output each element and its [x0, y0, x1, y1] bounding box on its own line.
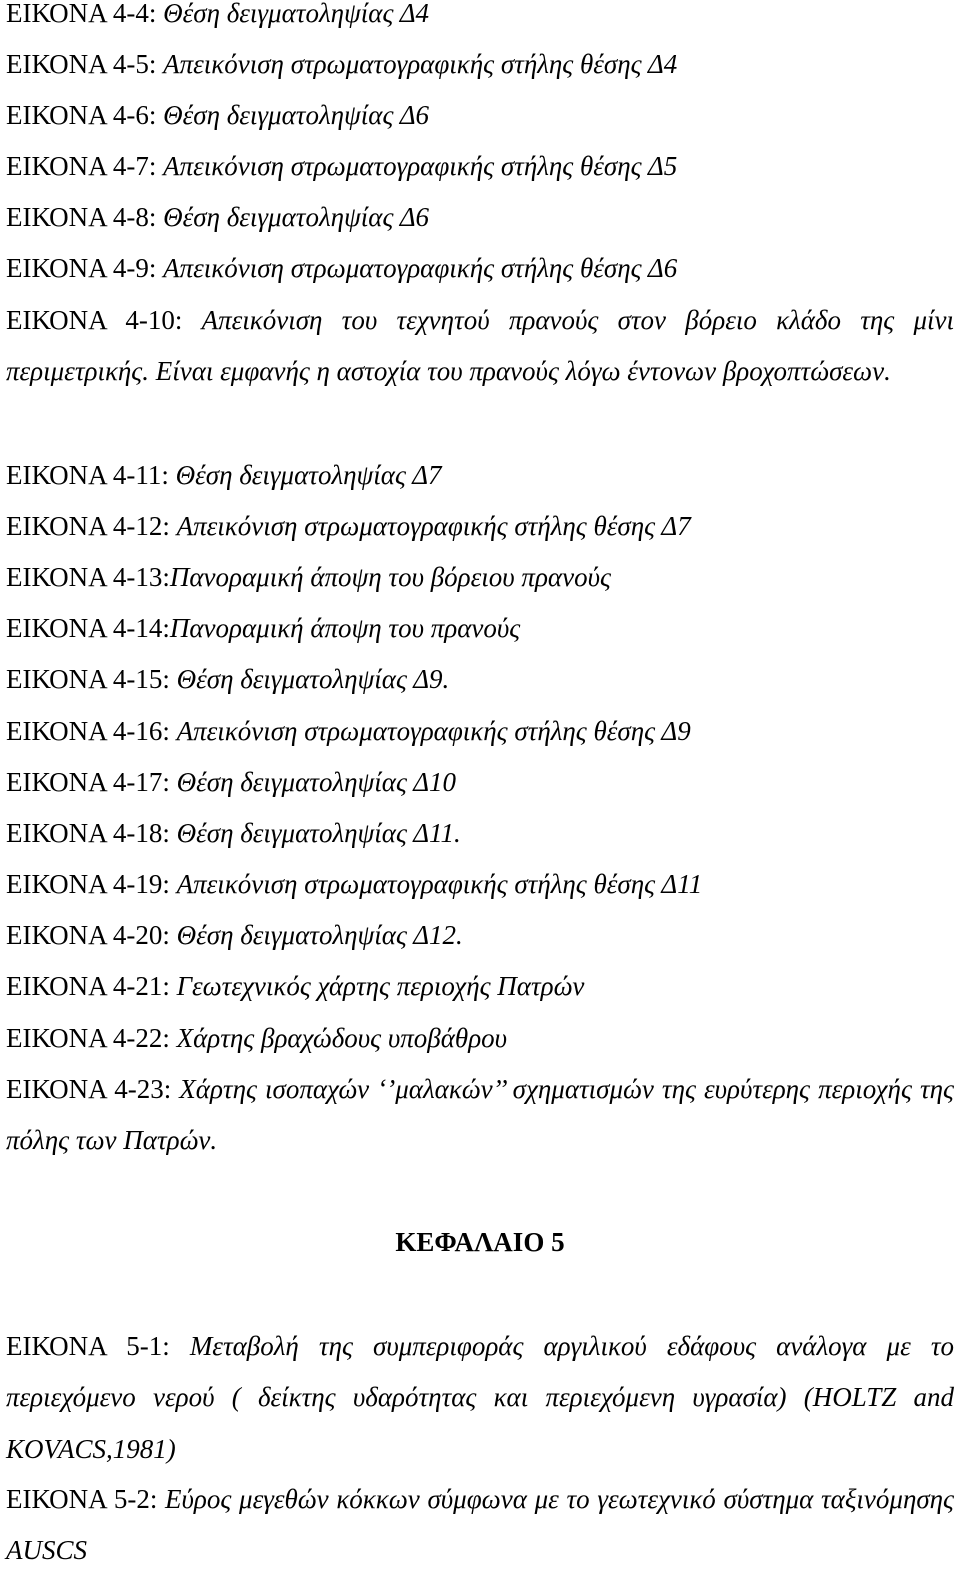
figure-caption: Θέση δειγματοληψίας Δ9. — [176, 664, 450, 694]
figure-label: ΕΙΚΟΝΑ 4-10: — [6, 305, 183, 335]
figure-caption: Θέση δειγματοληψίας Δ7 — [175, 460, 442, 490]
figure-label: ΕΙΚΟΝΑ 4-8: — [6, 202, 157, 232]
figure-caption: Απεικόνιση στρωματογραφικής στήλης θέσης Δ4 — [163, 49, 678, 79]
figure-entry-4-23 — [6, 1064, 954, 1167]
figure-entry-4-5 — [6, 39, 954, 90]
figure-label: ΕΙΚΟΝΑ 4-22: — [6, 1023, 170, 1053]
figure-label: ΕΙΚΟΝΑ 4-9: — [6, 253, 157, 283]
figure-label: ΕΙΚΟΝΑ 5-2: — [6, 1484, 158, 1514]
figure-caption: Απεικόνιση στρωματογραφικής στήλης θέσης Δ6 — [163, 253, 678, 283]
figure-caption: Γεωτεχνικός χάρτης περιοχής Πατρών — [176, 971, 585, 1001]
figure-label: ΕΙΚΟΝΑ 5-1: — [6, 1331, 170, 1361]
figure-caption: Χάρτης ισοπαχών ‘’μαλακών’’ σχηματισμών της ευρύτερης περιοχής της πόλης των Πατρών. — [6, 1074, 955, 1156]
figure-label: ΕΙΚΟΝΑ 4-12: — [6, 511, 170, 541]
figure-label: ΕΙΚΟΝΑ 4-21: — [6, 971, 170, 1001]
figure-label: ΕΙΚΟΝΑ 4-14: — [6, 613, 170, 643]
figure-entry-4-4 — [6, 0, 954, 39]
figure-caption: Θέση δειγματοληψίας Δ6 — [163, 100, 430, 130]
figure-caption: Απεικόνιση του τεχνητού πρανούς στον βόρειο κλάδο της μίνι περιμετρικής. Είναι εμφανής η αστοχία του πρανούς λόγω έντονων βροχοπτώσεων. — [6, 305, 955, 387]
figure-entry-4-16 — [6, 706, 954, 757]
figure-entry-4-10 — [6, 295, 954, 398]
figure-entry-4-11 — [6, 450, 954, 501]
figure-label: ΕΙΚΟΝΑ 4-17: — [6, 767, 170, 797]
figure-caption: Θέση δειγματοληψίας Δ10 — [176, 767, 457, 797]
figure-caption: Απεικόνιση στρωματογραφικής στήλης θέσης Δ7 — [176, 511, 691, 541]
figure-label: ΕΙΚΟΝΑ 4-4: — [6, 0, 157, 28]
figure-label: ΕΙΚΟΝΑ 4-7: — [6, 151, 157, 181]
figure-entry-4-22 — [6, 1013, 954, 1064]
figure-caption: Μεταβολή της συμπεριφοράς αργιλικού εδάφους ανάλογα με το περιεχόμενο νερού ( δείκτης υδαρότητας και περιεχόμενη υγρασία) (HOLTZ and KOVACS,1981) — [6, 1331, 955, 1464]
figure-caption: Θέση δειγματοληψίας Δ11. — [176, 818, 461, 848]
figure-entry-4-8 — [6, 192, 954, 243]
figure-caption: Χάρτης βραχώδους υποβάθρου — [176, 1023, 508, 1053]
figure-label: ΕΙΚΟΝΑ 4-16: — [6, 716, 170, 746]
figure-caption: Θέση δειγματοληψίας Δ12. — [176, 920, 463, 950]
figure-caption: Θέση δειγματοληψίας Δ4 — [163, 0, 430, 28]
figure-entry-4-15 — [6, 654, 954, 705]
figure-entry-4-19 — [6, 859, 954, 910]
figure-entry-4-6 — [6, 90, 954, 141]
figure-label: ΕΙΚΟΝΑ 4-6: — [6, 100, 157, 130]
figure-caption: Απεικόνιση στρωματογραφικής στήλης θέσης Δ9 — [176, 716, 691, 746]
figure-entry-4-12 — [6, 501, 954, 552]
figure-label: ΕΙΚΟΝΑ 4-11: — [6, 460, 169, 490]
figure-entry-5-2 — [6, 1474, 954, 1577]
figure-label: ΕΙΚΟΝΑ 4-23: — [6, 1074, 172, 1104]
figure-entry-4-13 — [6, 552, 954, 603]
chapter-heading: ΚΕΦΑΛΑΙΟ 5 — [395, 1227, 565, 1257]
figure-caption: Εύρος μεγεθών κόκκων σύμφωνα με το γεωτεχνικό σύστημα ταξινόμησης AUSCS — [6, 1484, 955, 1566]
figure-label: ΕΙΚΟΝΑ 4-15: — [6, 664, 170, 694]
figure-label: ΕΙΚΟΝΑ 4-18: — [6, 818, 170, 848]
figure-caption: Απεικόνιση στρωματογραφικής στήλης θέσης Δ5 — [163, 151, 678, 181]
figure-entry-4-18 — [6, 808, 954, 859]
figure-label: ΕΙΚΟΝΑ 4-13: — [6, 562, 170, 592]
figure-label: ΕΙΚΟΝΑ 4-5: — [6, 49, 157, 79]
figure-label: ΕΙΚΟΝΑ 4-19: — [6, 869, 170, 899]
figure-entry-4-9 — [6, 243, 954, 294]
figure-entry-4-20 — [6, 910, 954, 961]
figure-entry-4-17 — [6, 757, 954, 808]
figure-caption: Απεικόνιση στρωματογραφικής στήλης θέσης Δ11 — [176, 869, 703, 899]
figure-entry-4-21 — [6, 961, 954, 1012]
figure-entry-5-1 — [6, 1321, 954, 1475]
figure-label: ΕΙΚΟΝΑ 4-20: — [6, 920, 170, 950]
figure-caption: Πανοραμική άποψη του πρανούς — [169, 613, 521, 643]
figure-entry-4-7 — [6, 141, 954, 192]
figure-caption: Θέση δειγματοληψίας Δ6 — [163, 202, 430, 232]
figure-caption: Πανοραμική άποψη του βόρειου πρανούς — [169, 562, 611, 592]
figure-entry-4-14 — [6, 603, 954, 654]
